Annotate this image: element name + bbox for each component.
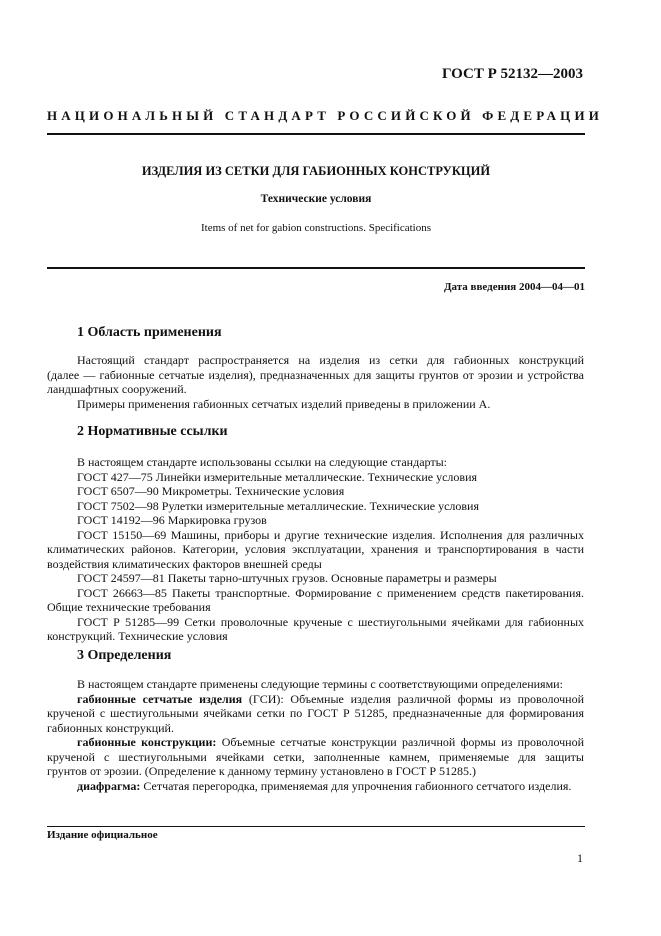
document-title: ИЗДЕЛИЯ ИЗ СЕТКИ ДЛЯ ГАБИОННЫХ КОНСТРУКЦИЙ (141, 164, 491, 178)
english-title: Items of net for gabion constructions. Specifications (200, 222, 432, 234)
reference-item: ГОСТ 15150—69 Машины, приборы и другие технические изделия. Исполнения для различных (77, 527, 584, 542)
document-number: ГОСТ Р 52132—2003 (441, 66, 583, 82)
intro-line: В настоящем стандарте применены следующие термины с соответствующими определениями: (77, 677, 563, 691)
definition-text: (ГСИ): Объемные изделия различной формы из проволочной (248, 691, 585, 706)
national-standard-banner: НАЦИОНАЛЬНЫЙ СТАНДАРТ РОССИЙСКОЙ ФЕДЕРАЦИИ (47, 108, 603, 123)
definition-term: габионные конструкции: (77, 735, 217, 749)
header-divider (47, 133, 585, 135)
definition-continuation: габионных конструкций. (47, 720, 174, 735)
reference-continuation: климатических районов. Категории, условия эксплуатации, хранения и транспортирования в части (47, 542, 584, 556)
reference-item: ГОСТ 7502—98 Рулетки измерительные металлические. Технические условия (77, 498, 479, 513)
reference-continuation: конструкций. Технические условия (47, 629, 228, 643)
definition-continuation: крученой с шестиугольными ячейками сетки по ГОСТ Р 51285, предназначенные для формирования (47, 706, 584, 720)
definition-text: Объемные сетчатые конструкции различной формы из проволочной (221, 735, 585, 749)
paragraph-line: ландшафтных сооружений. (47, 382, 187, 396)
definition-term: габионные сетчатые изделия (77, 691, 243, 706)
definition-line (77, 692, 584, 707)
definition-continuation: крученой с шестиугольными ячейками сетки, заполненные камнем, применяемые для защиты (47, 749, 584, 764)
section-3-body (47, 677, 585, 793)
paragraph-line: Примеры применения габионных сетчатых изделий приведены в приложении А. (77, 396, 491, 411)
title-divider (47, 267, 585, 269)
reference-continuation: Общие технические требования (47, 600, 211, 614)
paragraph-line: (далее — габионные сетчатые изделия), предназначенных для защиты грунтов от эрозии и устройства (47, 367, 584, 382)
edition-note: Издание официальное (47, 829, 158, 841)
section-1-body (47, 353, 584, 411)
effective-date: Дата введения 2004—04—01 (443, 281, 585, 293)
intro-line: В настоящем стандарте использованы ссылки на следующие стандарты: (77, 455, 448, 469)
definition-continuation: грунтов от эрозии. (Определение к данному термину установлено в ГОСТ Р 51285.) (47, 764, 477, 778)
reference-item: ГОСТ 6507—90 Микрометры. Технические условия (77, 484, 345, 498)
reference-item: ГОСТ 24597—81 Пакеты тарно-штучных грузов. Основные параметры и размеры (77, 571, 497, 585)
section-2-body (47, 455, 584, 644)
reference-item: ГОСТ Р 51285—99 Сетки проволочные крученые с шестиугольными ячейками для габионных (77, 614, 584, 629)
definition-line (77, 779, 584, 794)
paragraph-line: Настоящий стандарт распространяется на изделия из сетки для габионных конструкций (77, 353, 584, 367)
definition-text: Сетчатая перегородка, применяемая для упрочнения габионного сетчатого изделия. (143, 778, 572, 793)
document-subtitle: Технические условия (260, 193, 372, 205)
section-2-heading: 2 Нормативные ссылки (77, 424, 228, 439)
definition-line (77, 735, 584, 750)
reference-item: ГОСТ 26663—85 Пакеты транспортные. Формирование с применением средств пакетирования. (77, 585, 584, 600)
definition-term: диафрагма: (77, 778, 141, 793)
reference-item: ГОСТ 427—75 Линейки измерительные металлические. Технические условия (77, 469, 478, 484)
section-1-heading: 1 Область применения (77, 325, 222, 340)
page-number: 1 (577, 851, 583, 865)
footer-divider (47, 826, 585, 827)
reference-item: ГОСТ 14192—96 Маркировка грузов (77, 513, 267, 527)
reference-continuation: воздействия климатических факторов внешней среды (47, 556, 322, 571)
section-3-heading: 3 Определения (77, 648, 172, 663)
